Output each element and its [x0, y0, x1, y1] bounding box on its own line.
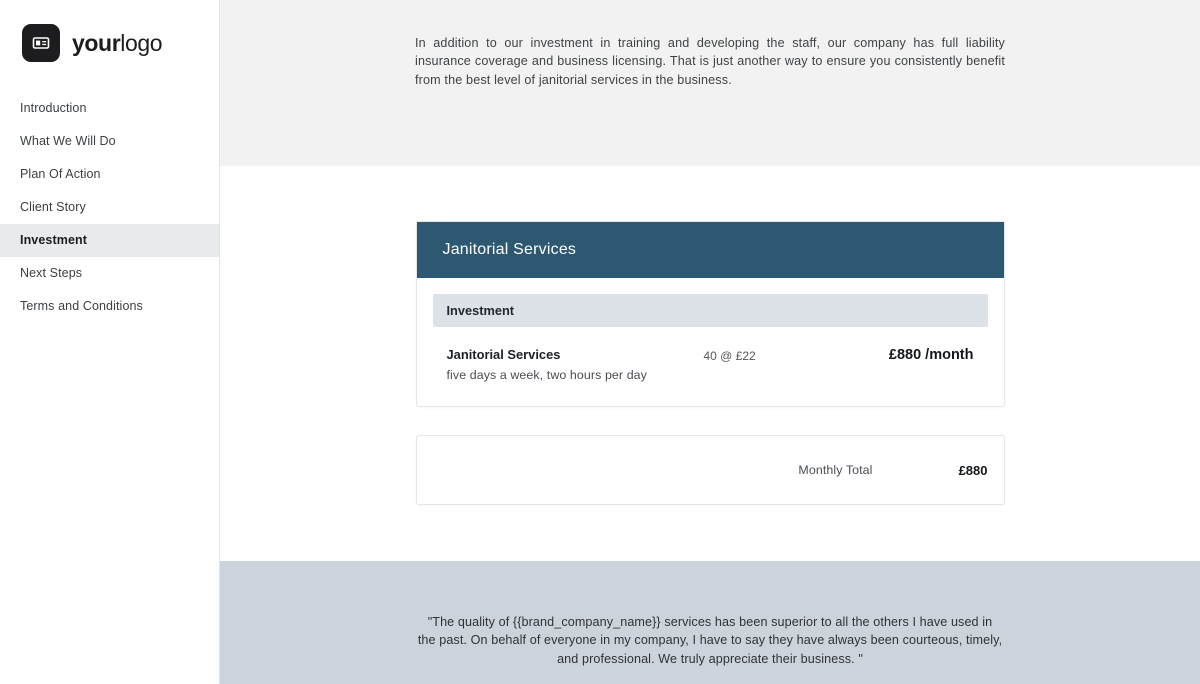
- intro-paragraph: In addition to our investment in training and developing the staff, our company has full liability insurance coverage and business licensing. That is just another way to ensure you consistently benefit from the best level of janitorial services in the business.: [415, 36, 1005, 87]
- service-card-header: Janitorial Services: [417, 222, 1004, 278]
- sidebar-nav: [0, 92, 219, 323]
- line-item-quantity: 40 @ £22: [703, 349, 756, 363]
- sidebar-item-what-we-will-do[interactable]: What We Will Do: [20, 134, 116, 148]
- line-item-price: £880 /month: [888, 347, 974, 363]
- sidebar: [0, 0, 220, 684]
- sidebar-item-client-story[interactable]: Client Story: [20, 200, 86, 214]
- logo-text-bold: your: [72, 29, 121, 56]
- logo-text: [72, 30, 162, 57]
- intro-section: [220, 0, 1200, 166]
- line-item-title: Janitorial Services: [446, 347, 561, 362]
- investment-section: [220, 166, 1200, 561]
- sidebar-item-plan-of-action[interactable]: Plan Of Action: [20, 167, 101, 181]
- sidebar-item-investment[interactable]: Investment: [0, 224, 219, 257]
- service-section-label: Investment: [433, 294, 988, 327]
- logo[interactable]: [0, 0, 219, 62]
- logo-mark-icon: [22, 24, 60, 62]
- investment-card-wrap: [416, 221, 1005, 505]
- testimonial-quote: "The quality of {{brand_company_name}} services has been superior to all the others I have used in the past. On behalf of everyone in my company, I have to say they have always been courteous, timely, and professional. We truly appreciate their business. ": [417, 615, 1003, 666]
- total-label: Monthly Total: [798, 463, 873, 477]
- total-card: [416, 435, 1005, 505]
- service-card: [416, 221, 1005, 407]
- document-content: [220, 0, 1200, 684]
- service-card-body: [417, 278, 1004, 406]
- sidebar-item-terms-and-conditions[interactable]: Terms and Conditions: [20, 299, 143, 313]
- total-value: £880: [958, 462, 988, 478]
- logo-text-light: logo: [120, 29, 163, 56]
- table-row: [433, 327, 988, 386]
- line-item-text: [447, 347, 704, 382]
- sidebar-item-introduction[interactable]: Introduction: [20, 101, 87, 115]
- testimonial-section: [220, 561, 1200, 684]
- sidebar-item-next-steps[interactable]: Next Steps: [20, 266, 83, 280]
- line-item-description: five days a week, two hours per day: [446, 368, 647, 382]
